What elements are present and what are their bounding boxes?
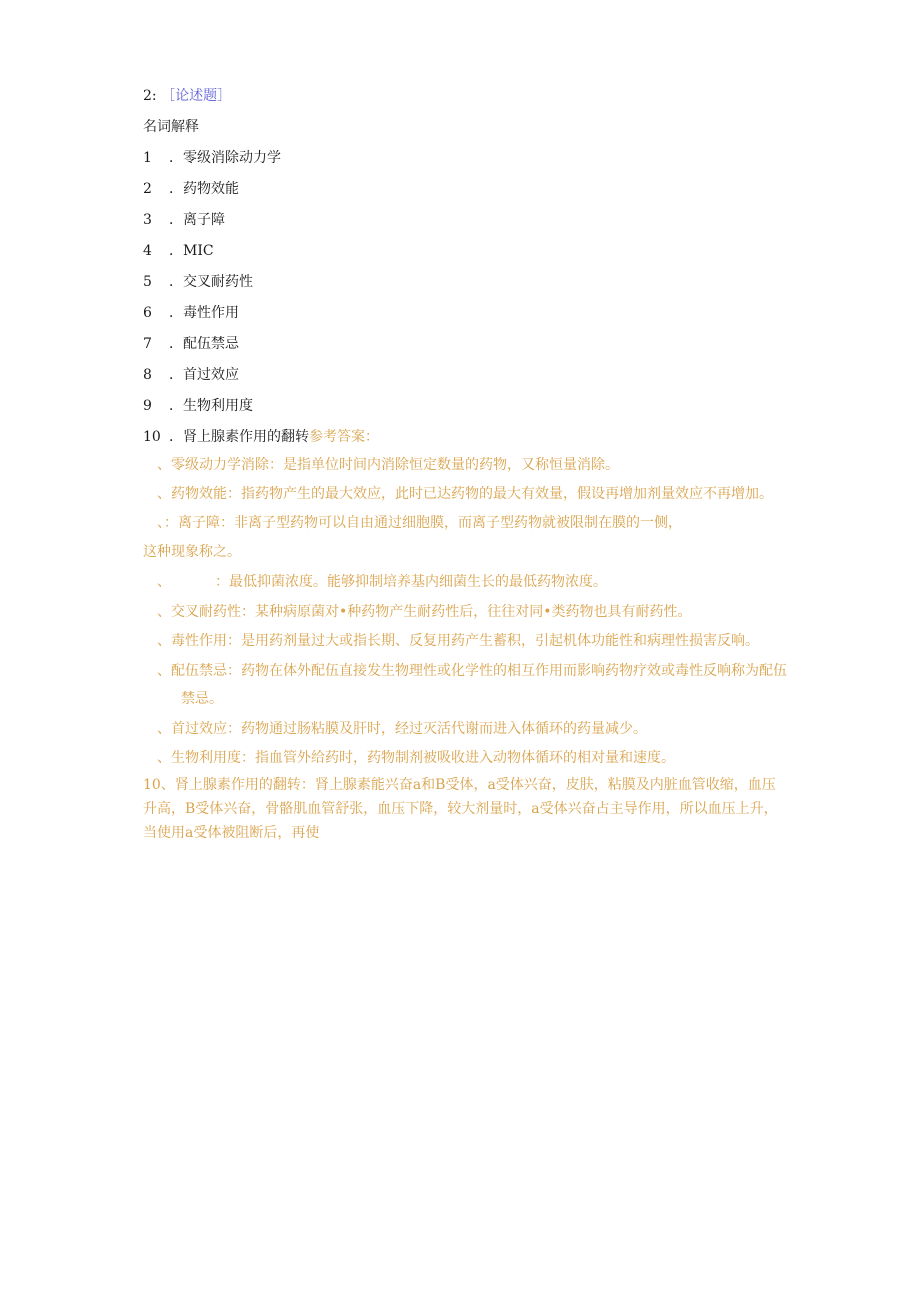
term-number: 10: [143, 429, 161, 445]
term-item: [143, 396, 253, 416]
term-number: 2: [143, 181, 152, 197]
term-label: ．MIC: [169, 243, 214, 259]
term-number: 1: [143, 150, 152, 166]
answer-10-line-1: 10、肾上腺素作用的翻转：肾上腺素能兴奋a和B受体，a受体兴奋，皮肤，粘膜及内脏血管收缩，血压: [143, 777, 776, 793]
term-item: [143, 334, 239, 354]
term-item: [143, 427, 379, 447]
term-label: ．生物利用度: [169, 398, 253, 414]
term-label: ．肾上腺素作用的翻转: [169, 429, 309, 445]
term-label: ．零级消除动力学: [169, 150, 281, 166]
term-label: ．毒性作用: [169, 305, 239, 321]
question-header: [143, 86, 231, 106]
answer-4: [157, 572, 607, 592]
question-number: 2:: [143, 88, 157, 104]
term-item: [143, 241, 214, 261]
term-item: [143, 303, 239, 323]
answer-7: 、配伍禁忌：药物在体外配伍直接发生物理性或化学性的相互作用而影响药物疗效或毒性反响称为配伍: [157, 663, 787, 679]
answer-3-continued: 这种现象称之。: [143, 544, 241, 560]
term-item: [143, 272, 253, 292]
answer-4-text: ：最低抑菌浓度。能够抑制培养基内细菌生长的最低药物浓度。: [215, 574, 607, 590]
answer-4-prefix: 、: [157, 574, 171, 590]
term-label: ．配伍禁忌: [169, 336, 239, 352]
term-label: ．药物效能: [169, 181, 239, 197]
answer-7-continued: 禁忌。: [181, 691, 223, 707]
term-label: ．交叉耐药性: [169, 274, 253, 290]
term-number: 7: [143, 336, 152, 352]
term-number: 9: [143, 398, 152, 414]
term-label: ．首过效应: [169, 367, 239, 383]
term-item: [143, 148, 281, 168]
term-number: 4: [143, 243, 152, 259]
answer-5: 、交叉耐药性：某种病原菌对•种药物产生耐药性后，往往对同•类药物也具有耐药性。: [157, 604, 692, 620]
answer-2: 、药物效能：指药物产生的最大效应，此时已达药物的最大有效量，假设再增加剂量效应不再增加。: [157, 486, 773, 502]
term-item: [143, 210, 225, 230]
term-number: 5: [143, 274, 152, 290]
answer-3: 、：离子障：非离子型药物可以自由通过细胞膜，而离子型药物就被限制在膜的一侧，: [157, 515, 682, 531]
answer-8: 、首过效应：药物通过肠粘膜及肝时，经过灭活代谢而进入体循环的药量减少。: [157, 721, 647, 737]
term-number: 8: [143, 367, 152, 383]
answer-6: 、毒性作用：是用药剂量过大或指长期、反复用药产生蓄积，引起机体功能性和病理性损害反响。: [157, 633, 759, 649]
term-item: [143, 179, 239, 199]
term-label: ．离子障: [169, 212, 225, 228]
term-number: 3: [143, 212, 152, 228]
term-number: 6: [143, 305, 152, 321]
answer-1: 、零级动力学消除：是指单位时间内消除恒定数量的药物，又称恒量消除。: [157, 457, 619, 473]
section-title: 名词解释: [143, 119, 199, 135]
answer-10-line-2: 升高，B受体兴奋，骨骼肌血管舒张，血压下降，较大剂量时，a受体兴奋占主导作用，所以血压上升，: [143, 801, 778, 817]
answer-9: 、生物利用度：指血管外给药时，药物制剂被吸收进入动物体循环的相对量和速度。: [157, 750, 675, 766]
answer-label: 参考答案：: [309, 429, 379, 445]
answer-10-line-3: 当使用a受体被阻断后，再使: [143, 825, 320, 841]
term-item: [143, 365, 239, 385]
question-type: ［论述题］: [161, 88, 232, 104]
